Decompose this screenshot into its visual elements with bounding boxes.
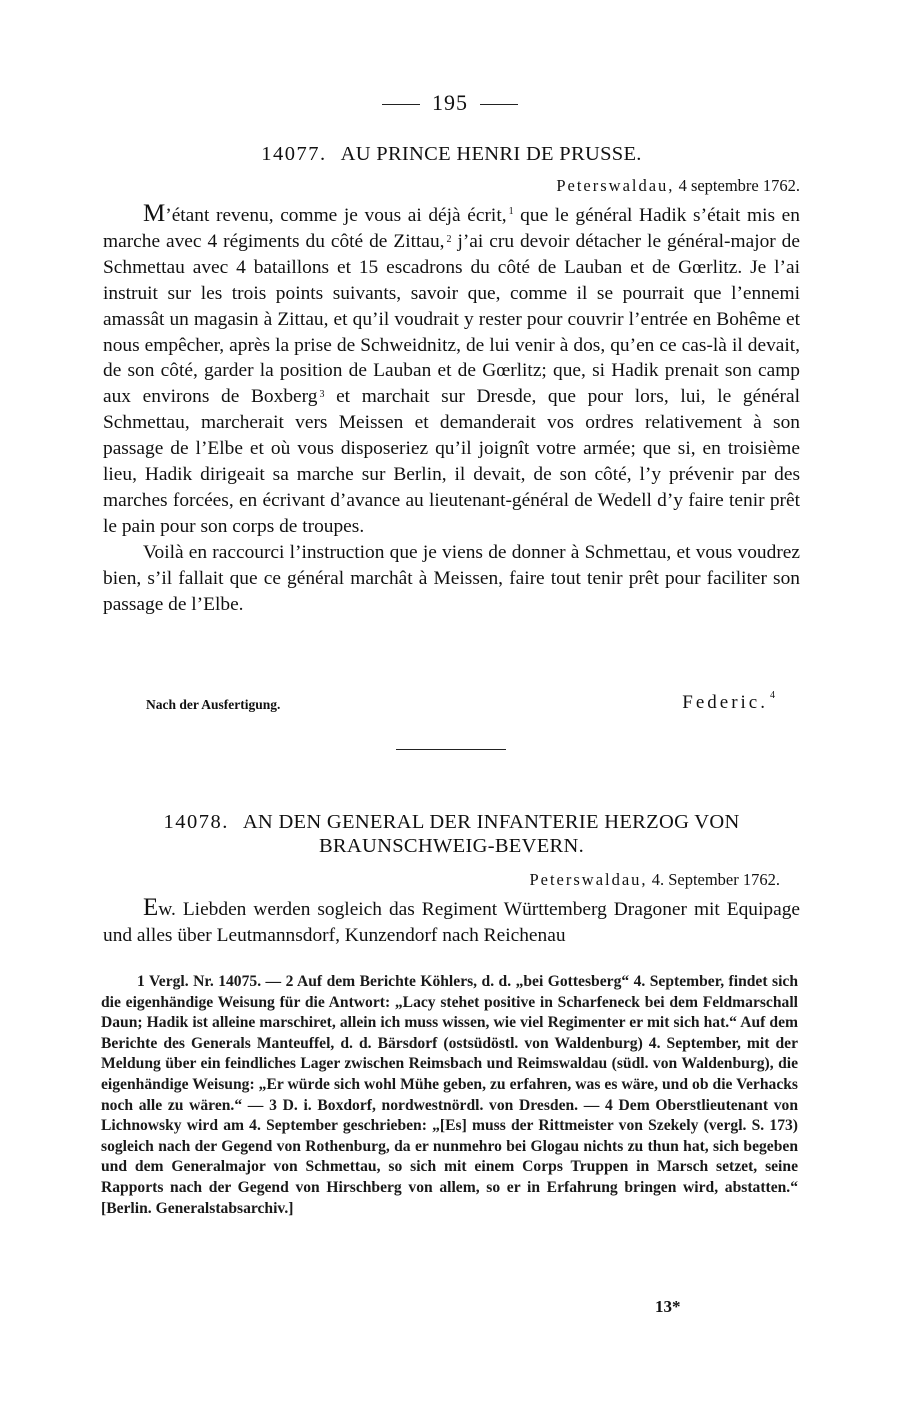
page-number-line (0, 90, 900, 116)
letter-1-dateline (556, 176, 800, 196)
footnote-ref-3[interactable]: 3 (319, 389, 325, 401)
letter-1-date: 4 septembre 1762. (678, 176, 800, 195)
letter-2-date: 4. September 1762. (651, 870, 780, 889)
page-number-dash-left (382, 104, 420, 105)
letter-2-title-line-1: AN DEN GENERAL DER INFANTERIE HERZOG VON (242, 811, 740, 833)
letter-1-body (103, 201, 800, 618)
letter-1-text-b: que le général Hadik s’était mis en marche avec 4 régiments du côté de Zittau, (103, 205, 800, 252)
letter-1-place: Peterswaldau, (556, 176, 675, 195)
letter-1-signature-text: Federic. (682, 692, 768, 713)
section-divider (396, 749, 506, 750)
letter-1-text-d: et marchait sur Dresde, que pour lors, lui, le général Schmettau, marcherait vers Meissen et demanderait vos ordres relativement à son passage de l’Elbe et où vous disposeriez qu’il joignît votre armée; que si, en troisième lieu, Hadik dirigeait sa marche sur Berlin, il devait, de son côté, l’y prévenir par des marches forcées, en écrivant d’avance au lieutenant-général de Wedell d’y faire tenir prêt le pain pour son corps de troupes. (103, 386, 800, 537)
letter-1-source-note: Nach der Ausfertigung. (146, 697, 281, 712)
letter-2-paragraph-1 (103, 895, 800, 949)
letter-1-paragraph-1 (103, 201, 800, 540)
letter-2-body (103, 895, 800, 949)
footnote-ref-1[interactable]: 1 (508, 206, 514, 217)
footnote-ref-2[interactable]: 2 (446, 233, 452, 245)
letter-1-initial: M (143, 200, 166, 227)
letter-2-text: w. Liebden werden sogleich das Regiment Württemberg Dragoner mit Equipage und alles über Leutmannsdorf, Kunzendorf nach Reichenau (103, 899, 800, 946)
letter-2-number: 14078. (163, 811, 229, 833)
letter-2-title-line-2: BRAUNSCHWEIG-BEVERN. (318, 835, 585, 857)
letter-2-heading (103, 810, 800, 858)
letter-1-paragraph-2: Voilà en raccourci l’instruction que je viens de donner à Schmettau, et vous voudrez bien, s’il fallait que ce général marchât à Meissen, faire tout tenir prêt pour faciliter son passage de l’Elbe. (103, 541, 800, 615)
sheet-signature: 13* (655, 1297, 681, 1316)
letter-2-dateline (529, 870, 780, 890)
footnotes-text: 1 Vergl. Nr. 14075. — 2 Auf dem Berichte Köhlers, d. d. „bei Gottesberg“ 4. September, findet sich die eigenhändige Weisung für die Antwort: „Lacy stehet positive in Scharfeneck bei dem Feldmarschall Daun; Hadik ist alleine marschiret, allein ich muss wissen, wie viel Regimenter er mit sich hat.“ Auf dem Berichte des Generals Manteuffel, d. d. Bärsdorf (ostsüdöstl. von Waldenburg) 4. September, mit der Meldung über ein feindliches Lager zwischen Reimsbach und Reimswaldau (südl. von Waldenburg), die eigenhändige Weisung: „Er würde sich wohl Mühe geben, zu erfahren, was es wäre, und ob die Verhacks noch alle zu wären.“ — 3 D. i. Boxdorf, nordwestnördl. von Dresden. — 4 Dem Oberstlieutenant von Lichnowsky wird am 4. September geschrieben: „[Es] muss der Rittmeister von Szekely (vergl. S. 173) sogleich nach der Gegend von Rothenburg, da er nunmehro bei Glogau nichts zu thun hat, sich begeben und dem Generalmajor von Schmettau, so sich mit einem Corps Truppen in Marsch setzet, seine Rapports nach der Gegend von Hirschberg von allem, so er in Erfahrung bringen wird, abstatten.“ [Berlin. Generalstabsarchiv.] (101, 973, 798, 1217)
footnote-ref-4[interactable]: 4 (770, 690, 778, 701)
letter-2-place: Peterswaldau, (529, 870, 648, 889)
letter-1-heading (103, 142, 800, 166)
page-number: 195 (432, 90, 468, 115)
page-number-dash-right (480, 104, 518, 105)
footnotes (101, 972, 798, 1219)
letter-1-title: AU PRINCE HENRI DE PRUSSE. (340, 143, 642, 165)
letter-2-initial: E (143, 894, 159, 921)
letter-1-signature (682, 692, 778, 714)
letter-1-number: 14077. (261, 143, 327, 165)
letter-1-text-c: j’ai cru devoir détacher le général-major de Schmettau avec 4 bataillons et 15 escadrons du côté de Lauban et de Gœrlitz. Je l’ai instruit sur les trois points suivants, savoir que, comme il se pourrait que l’ennemi amassât un magasin à Zittau, et qu’il voudrait y rester pour couvrir l’entrée en Bohême et nous empêcher, après la prise de Schweidnitz, de lui venir à dos, qu’en ce cas-là il devait, de son côté, garder la position de Lauban et de Gœrlitz; que, si Hadik prenait son camp aux environs de Boxberg (103, 230, 800, 408)
letter-2-heading-line-1 (103, 810, 800, 834)
letter-1-text-a: ’étant revenu, comme je vous ai déjà écrit, (165, 205, 507, 226)
